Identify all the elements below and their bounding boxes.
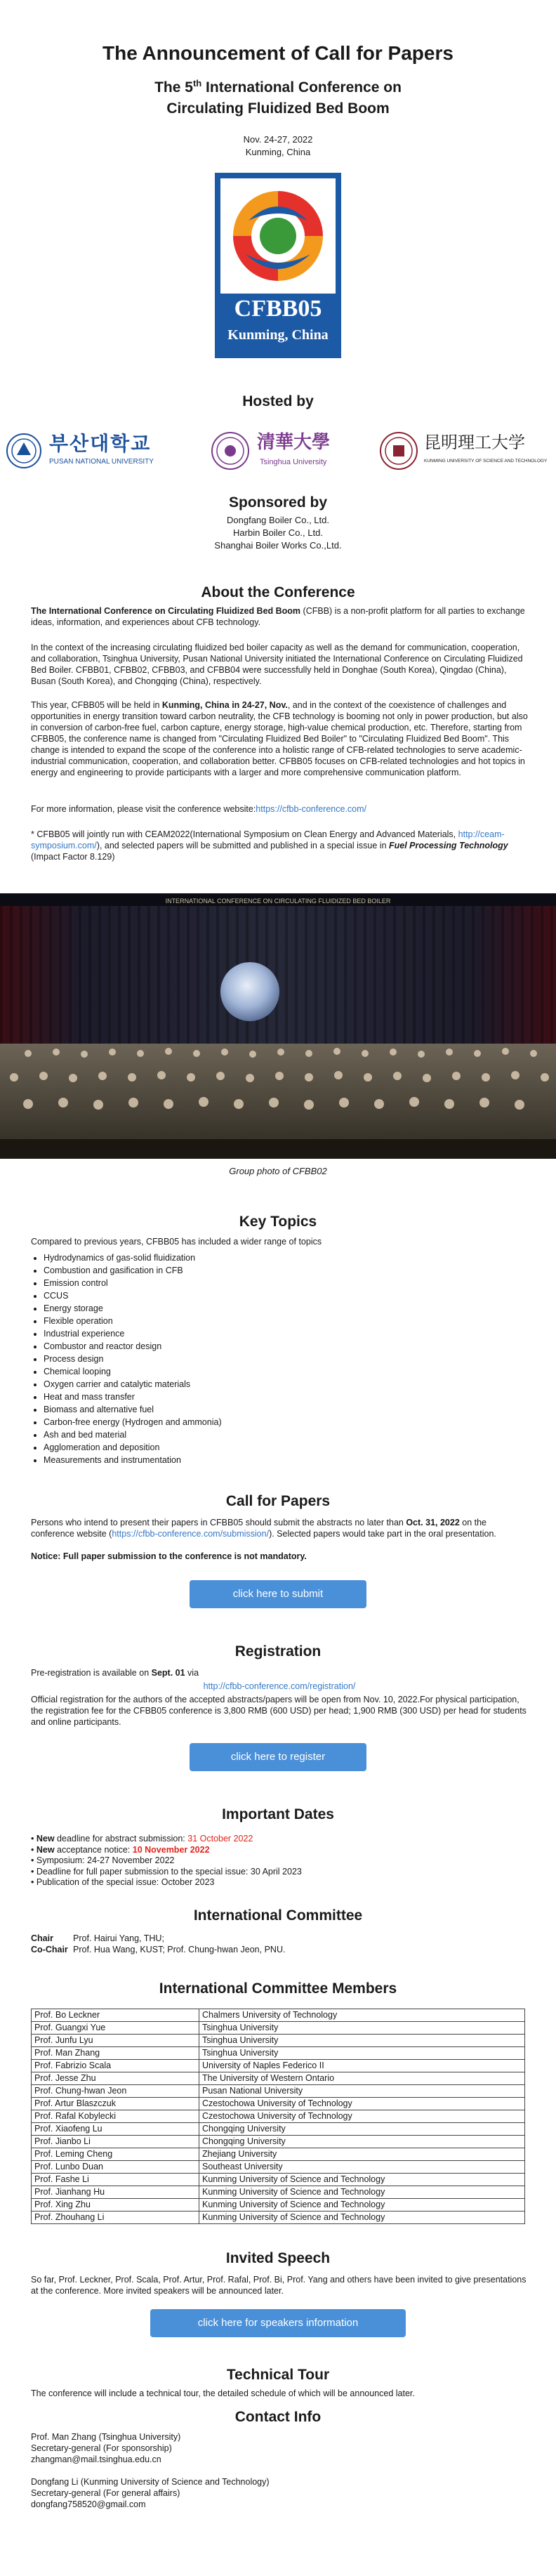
sponsor-item: Shanghai Boiler Works Co.,Ltd. (214, 540, 342, 551)
member-name: Prof. Man Zhang (32, 2047, 199, 2060)
table-row (32, 2085, 525, 2098)
member-affiliation: Czestochowa University of Technology (199, 2098, 525, 2110)
member-name: Prof. Guangxi Yue (32, 2022, 199, 2035)
conference-title (0, 73, 556, 119)
date-text: Publication of the special issue: October 2023 (36, 1877, 215, 1887)
pusan-seal-icon (6, 433, 42, 469)
chair-name: Prof. Hairui Yang, THU; (73, 1933, 164, 1943)
date-new-label: New (36, 1834, 55, 1844)
about-paragraph-4 (31, 803, 528, 815)
cochair-row (31, 1944, 285, 1955)
member-affiliation: Tsinghua University (199, 2022, 525, 2035)
members-heading: International Committee Members (159, 1980, 397, 1997)
logo-brand-text: CFBB05 (234, 296, 322, 322)
table-row (32, 2098, 525, 2110)
date-item: • Publication of the special issue: October 2023 (31, 1877, 215, 1887)
list-item: • Hydrodynamics of gas-solid fluidization (44, 1251, 222, 1264)
ceam-link[interactable]: http://ceam-symposium.com/ (31, 829, 505, 850)
register-button[interactable]: click here to register (190, 1743, 366, 1771)
member-affiliation: Southeast University (199, 2161, 525, 2174)
about-p5-text-a: * CFBB05 will jointly run with CEAM2022(International Symposium on Clean Energy and Advanced Materials, (31, 829, 458, 839)
tsinghua-university-logo (211, 423, 344, 479)
date-item: • New deadline for abstract submission: 31 October 2022 (31, 1834, 253, 1844)
member-affiliation: Kunming University of Science and Technology (199, 2186, 525, 2199)
table-row (32, 2110, 525, 2123)
date-text: deadline for abstract submission: (54, 1834, 188, 1844)
about-paragraph-5 (31, 829, 528, 862)
contact-email[interactable]: dongfang758520@gmail.com (31, 2499, 146, 2509)
cfp-text-c: ). Selected papers would take part in the oral presentation. (269, 1529, 496, 1539)
conference-location: Kunming, China (245, 147, 311, 157)
conference-title-line1: International Conference on (201, 79, 402, 96)
date-new-label: New (36, 1844, 55, 1855)
topics-intro: Compared to previous years, CFBB05 has included a wider range of topics (31, 1237, 322, 1247)
member-affiliation: Kunming University of Science and Technology (199, 2199, 525, 2212)
table-row (32, 2199, 525, 2212)
hosted-heading: Hosted by (242, 393, 314, 409)
date-text: Deadline for full paper submission to the special issue: 30 April 2023 (36, 1866, 302, 1877)
conference-website-link[interactable]: https://cfbb-conference.com/ (256, 804, 367, 814)
contact-name: Prof. Man Zhang (Tsinghua University) (31, 2432, 181, 2442)
member-affiliation: Chongqing University (199, 2123, 525, 2136)
contact-info (31, 2431, 270, 2510)
logo-location-text: Kunming, China (227, 327, 329, 343)
group-photo (0, 893, 556, 1159)
group-photo-image (0, 893, 556, 1159)
topics-list (31, 1251, 222, 1466)
member-affiliation: Czestochowa University of Technology (199, 2110, 525, 2123)
date-item: • Deadline for full paper submission to the special issue: 30 April 2023 (31, 1866, 302, 1877)
member-affiliation: Kunming University of Science and Technology (199, 2212, 525, 2224)
table-row (32, 2123, 525, 2136)
registration-pre-text: Pre-registration is available on (31, 1668, 152, 1678)
contact-role: Secretary-general (For sponsorship) (31, 2443, 172, 2453)
member-name: Prof. Jesse Zhu (32, 2072, 199, 2085)
chair-row (31, 1933, 285, 1944)
pusan-university-logo (6, 423, 181, 479)
date-highlight: 10 November 2022 (132, 1844, 210, 1855)
conference-ordinal-sup: th (192, 78, 202, 88)
speakers-button[interactable]: click here for speakers information (150, 2309, 406, 2337)
cfp-text (31, 1517, 528, 1539)
about-p1-text: (CFBB) is a non-profit platform for all parties to exchange ideas, information, and experiences about CFB technology. (31, 606, 525, 627)
contact-heading: Contact Info (234, 2409, 322, 2425)
contact-name: Dongfang Li (Kunming University of Science and Technology) (31, 2477, 270, 2487)
list-item: • Chemical looping (44, 1365, 222, 1378)
about-p5-text-b: ), and selected papers will be submitted and published in a special issue in (96, 841, 389, 850)
kunming-seal-icon (379, 431, 418, 471)
photo-caption: Group photo of CFBB02 (229, 1166, 327, 1176)
invited-heading: Invited Speech (225, 2250, 331, 2266)
member-affiliation: Zhejiang University (199, 2148, 525, 2161)
list-item: • Combustor and reactor design (44, 1340, 222, 1353)
cfp-text-a: Persons who intend to present their papers in CFBB05 should submit the abstracts no later than (31, 1518, 406, 1527)
conference-dates: Nov. 24-27, 2022 (243, 134, 313, 145)
member-name: Prof. Jianbo Li (32, 2136, 199, 2148)
list-item: • Flexible operation (44, 1315, 222, 1327)
contact-role: Secretary-general (For general affairs) (31, 2488, 180, 2498)
list-item: • Ash and bed material (44, 1428, 222, 1441)
list-item: • Agglomeration and deposition (44, 1441, 222, 1454)
kunming-chinese-name: 昆明理工大学 (424, 433, 525, 452)
page-title: The Announcement of Call for Papers (102, 42, 454, 64)
about-p1-bold: The International Conference on Circulating Fluidized Bed Boom (31, 606, 301, 616)
list-item: • Biomass and alternative fuel (44, 1403, 222, 1416)
conference-title-line2: Circulating Fluidized Bed Boom (166, 100, 390, 117)
sponsor-list (0, 514, 556, 552)
table-row (32, 2174, 525, 2186)
cfp-text-b: on the conference website ( (31, 1518, 487, 1539)
list-item: • Industrial experience (44, 1327, 222, 1340)
registration-pre (31, 1667, 528, 1678)
member-name: Prof. Xiaofeng Lu (32, 2123, 199, 2136)
important-dates (31, 1834, 302, 1888)
committee-heading: International Committee (193, 1907, 363, 1924)
table-row (32, 2161, 525, 2174)
tsinghua-english-name: Tsinghua University (260, 458, 327, 466)
member-name: Prof. Chung-hwan Jeon (32, 2085, 199, 2098)
date-item: • Symposium: 24-27 November 2022 (31, 1855, 175, 1865)
dates-heading: Important Dates (222, 1806, 334, 1822)
about-p3-text-a: This year, CFBB05 will be held in (31, 700, 162, 710)
cochair-label: Co-Chair (31, 1945, 68, 1954)
member-name: Prof. Leming Cheng (32, 2148, 199, 2161)
registration-heading: Registration (234, 1643, 322, 1660)
pusan-english-name: PUSAN NATIONAL UNIVERSITY (49, 458, 154, 466)
member-affiliation: The University of Western Ontario (199, 2072, 525, 2085)
list-item: • Energy storage (44, 1302, 222, 1315)
member-affiliation: Chalmers University of Technology (199, 2009, 525, 2022)
list-item: • CCUS (44, 1289, 222, 1302)
member-affiliation: University of Naples Federico II (199, 2060, 525, 2072)
list-item: • Carbon-free energy (Hydrogen and ammonia) (44, 1416, 222, 1428)
conference-meta (0, 133, 556, 159)
table-row (32, 2136, 525, 2148)
tsinghua-seal-icon (211, 431, 250, 471)
cfp-deadline: Oct. 31, 2022 (406, 1518, 460, 1527)
list-item: • Heat and mass transfer (44, 1391, 222, 1403)
member-affiliation: Kunming University of Science and Technology (199, 2174, 525, 2186)
date-text: acceptance notice: (54, 1844, 133, 1855)
registration-pre-via: via (185, 1668, 199, 1678)
list-item: • Measurements and instrumentation (44, 1454, 222, 1466)
list-item: • Emission control (44, 1277, 222, 1289)
table-row (32, 2212, 525, 2224)
table-row (32, 2148, 525, 2161)
tour-text: The conference will include a technical tour, the detailed schedule of which will be announced later. (31, 2388, 415, 2398)
about-paragraph-2: In the context of the increasing circulating fluidized bed boiler capacity as well as the demand for communication, cooperation, and collaboration, Tsinghua University, Pusan National University initiated the International Conference on Circulating Fluidized Bed Boiler. CFBB01, CFBB02, CFBB03, and CFBB04 were successfully held in Donghae (South Korea), Qingdao (China), Busan (South Korea), and Chongqing (China), respectively. (31, 643, 523, 686)
member-name: Prof. Zhouhang Li (32, 2212, 199, 2224)
list-item: • Oxygen carrier and catalytic materials (44, 1378, 222, 1391)
about-p4-text: For more information, please visit the conference website: (31, 804, 256, 814)
member-name: Prof. Fabrizio Scala (32, 2060, 199, 2072)
table-row (32, 2035, 525, 2047)
about-p3-bold: Kunming, China in 24-27, Nov. (161, 700, 288, 710)
list-item: • Process design (44, 1353, 222, 1365)
conference-ordinal: The 5 (154, 79, 193, 96)
tour-heading: Technical Tour (226, 2367, 330, 2383)
member-name: Prof. Artur Blaszczuk (32, 2098, 199, 2110)
topics-heading: Key Topics (239, 1214, 317, 1230)
member-name: Prof. Lunbo Duan (32, 2161, 199, 2174)
cfp-heading: Call for Papers (225, 1493, 331, 1509)
cochair-names: Prof. Hua Wang, KUST; Prof. Chung-hwan Jeon, PNU. (73, 1945, 286, 1954)
tsinghua-chinese-name: 清華大學 (257, 432, 331, 453)
table-row (32, 2022, 525, 2035)
sponsor-item: Harbin Boiler Co., Ltd. (233, 527, 323, 538)
member-affiliation: Chongqing University (199, 2136, 525, 2148)
table-row (32, 2060, 525, 2072)
sponsor-item: Dongfang Boiler Co., Ltd. (227, 515, 329, 525)
logo-rings-icon (220, 178, 336, 294)
member-name: Prof. Bo Leckner (32, 2009, 199, 2022)
registration-link[interactable]: http://cfbb-conference.com/registration/ (203, 1681, 356, 1691)
list-item: • Combustion and gasification in CFB (44, 1264, 222, 1277)
registration-link-row (31, 1681, 528, 1692)
photo-banner-text: INTERNATIONAL CONFERENCE ON CIRCULATING FLUIDIZED BED BOILER (165, 898, 391, 905)
table-row (32, 2186, 525, 2199)
member-name: Prof. Rafal Kobylecki (32, 2110, 199, 2123)
kunming-university-logo (379, 423, 556, 479)
table-row (32, 2072, 525, 2085)
kunming-english-name: KUNMING UNIVERSITY OF SCIENCE AND TECHNOLOGY (424, 459, 548, 464)
date-highlight: 31 October 2022 (187, 1834, 253, 1844)
member-name: Prof. Xing Zhu (32, 2199, 199, 2212)
submission-link[interactable]: https://cfbb-conference.com/submission/ (112, 1529, 270, 1539)
member-name: Prof. Fashe Li (32, 2174, 199, 2186)
registration-pre-date: Sept. 01 (151, 1668, 185, 1678)
member-name: Prof. Jianhang Hu (32, 2186, 199, 2199)
sponsored-heading: Sponsored by (228, 494, 328, 511)
committee-chairs (31, 1933, 285, 1955)
table-row (32, 2047, 525, 2060)
journal-name: Fuel Processing Technology (389, 841, 508, 850)
about-p5-text-c: (Impact Factor 8.129) (31, 852, 115, 862)
host-logos (0, 423, 556, 479)
chair-label: Chair (31, 1933, 53, 1943)
registration-text: Official registration for the authors of the accepted abstracts/papers will be open from Nov. 10, 2022.For physical participation, the registration fee for the CFBB05 conference is 3,800 RMB (600 USD) per head; 1,900 RMB (300 USD) per head for students and online participants. (31, 1695, 527, 1727)
about-heading: About the Conference (201, 584, 355, 600)
member-affiliation: Tsinghua University (199, 2047, 525, 2060)
about-paragraph-1 (31, 605, 528, 628)
submit-button[interactable]: click here to submit (190, 1580, 366, 1608)
about-p3-text-b: , and in the context of the coexistence of challenges and opportunities in energy transition toward carbon neutrality, the CFB technology is booming not only in power production, but also in conversion of carbon-free fuel, carbon capture, energy storage, high-value chemical production, etc. Therefore, starting from CFBB05, the conference name is changed from "Circulating Fluidized Bed Boiler" to "Circulating Fluidized Bed Boom". This change is intended to expand the scope of the conference into a holistic range of CFB-related technologies to serve academic-industrial communication, cooperation, and collaboration better. CFBB05 focuses on CFB-related technologies and hot topics in energy and engineering to provide participants with a larger and more comprehensive communication platform. (31, 700, 528, 777)
member-name: Prof. Junfu Lyu (32, 2035, 199, 2047)
contact-email[interactable]: zhangman@mail.tsinghua.edu.cn (31, 2455, 161, 2464)
member-affiliation: Pusan National University (199, 2085, 525, 2098)
logo-emblem (220, 178, 336, 294)
date-text: Symposium: 24-27 November 2022 (36, 1855, 175, 1865)
table-row (32, 2009, 525, 2022)
cfbb05-logo (215, 173, 341, 358)
about-paragraph-3 (31, 699, 528, 778)
member-affiliation: Tsinghua University (199, 2035, 525, 2047)
pusan-korean-name: 부산대학교 (49, 433, 152, 454)
members-table (31, 2009, 525, 2224)
invited-text: So far, Prof. Leckner, Prof. Scala, Prof. Artur, Prof. Rafal, Prof. Bi, Prof. Yang and others have been invited to give presentations at the conference. More invited speakers will be announced later. (31, 2275, 527, 2296)
date-item: • New acceptance notice: 10 November 2022 (31, 1844, 210, 1855)
cfp-notice: Notice: Full paper submission to the conference is not mandatory. (31, 1551, 307, 1561)
